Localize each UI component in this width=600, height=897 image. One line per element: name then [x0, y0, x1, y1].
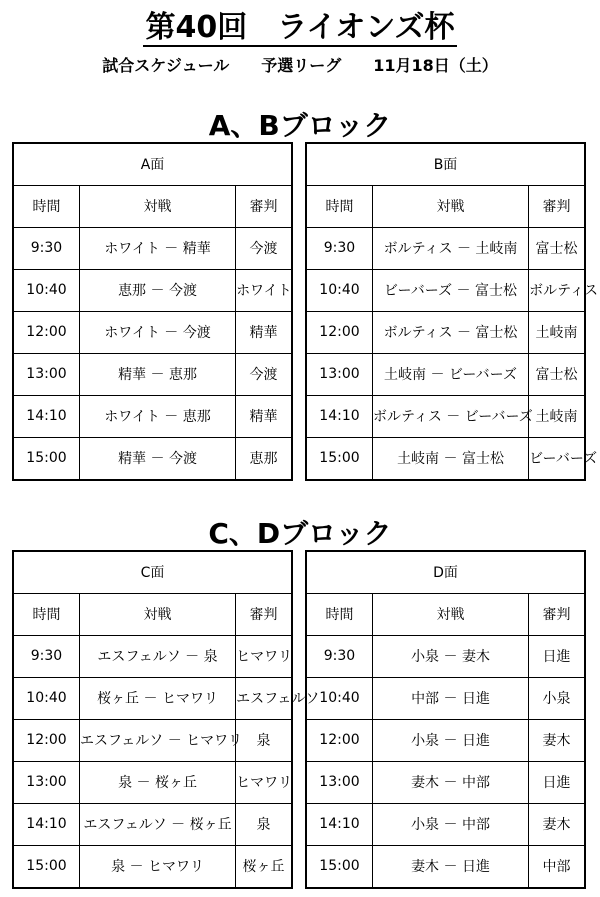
match-pairing: 泉 － 桜ヶ丘 — [79, 761, 235, 803]
table-row — [13, 311, 292, 353]
court-name: B面 — [306, 143, 585, 185]
match-pairing: 小泉 － 日進 — [372, 719, 528, 761]
match-referee: エスフェルソ — [236, 677, 292, 719]
match-pairing: ボルティス － ビーバーズ — [372, 395, 528, 437]
match-pairing: ホワイト － 今渡 — [79, 311, 235, 353]
court-table-a — [12, 142, 293, 481]
time-header: 時間 — [13, 185, 79, 227]
match-pairing: 妻木 － 日進 — [372, 845, 528, 888]
table-row — [13, 719, 292, 761]
match-referee: 富士松 — [529, 353, 585, 395]
match-pairing: ホワイト － 精華 — [79, 227, 235, 269]
match-pairing: ビーバーズ － 富士松 — [372, 269, 528, 311]
match-pairing: 小泉 － 妻木 — [372, 635, 528, 677]
match-time: 12:00 — [306, 311, 372, 353]
match-pairing: 泉 － ヒマワリ — [79, 845, 235, 888]
match-pairing: 小泉 － 中部 — [372, 803, 528, 845]
table-row — [13, 803, 292, 845]
table-row — [306, 761, 585, 803]
match-referee: 今渡 — [236, 227, 292, 269]
table-row — [13, 635, 292, 677]
match-time: 13:00 — [13, 353, 79, 395]
table-row — [306, 269, 585, 311]
match-pairing: 精華 － 今渡 — [79, 437, 235, 480]
match-referee: ビーバーズ — [529, 437, 585, 480]
block-cd-tables — [12, 550, 586, 889]
match-pairing: 精華 － 恵那 — [79, 353, 235, 395]
match-referee: 恵那 — [236, 437, 292, 480]
table-row — [13, 227, 292, 269]
table-row — [306, 437, 585, 480]
match-time: 14:10 — [13, 803, 79, 845]
match-pairing: エスフェルソ － ヒマワリ — [79, 719, 235, 761]
court-table-d — [305, 550, 586, 889]
match-time: 9:30 — [306, 635, 372, 677]
block-ab-tables — [12, 142, 598, 481]
match-referee: 中部 — [529, 845, 585, 888]
table-row — [306, 395, 585, 437]
court-table-b — [305, 142, 598, 481]
match-time: 15:00 — [306, 437, 372, 480]
match-referee: 今渡 — [236, 353, 292, 395]
table-row — [13, 845, 292, 888]
table-row — [306, 635, 585, 677]
match-time: 12:00 — [13, 311, 79, 353]
page-title — [0, 8, 600, 48]
table-row — [13, 269, 292, 311]
court-table-c — [12, 550, 320, 889]
table-row — [13, 395, 292, 437]
match-pairing: エスフェルソ － 桜ヶ丘 — [79, 803, 235, 845]
match-header: 対戦 — [79, 185, 235, 227]
match-time: 10:40 — [306, 677, 372, 719]
match-time: 9:30 — [13, 635, 79, 677]
match-referee: 土岐南 — [529, 395, 585, 437]
page-subtitle: 試合スケジュール 予選リーグ 11月18日（土） — [102, 56, 498, 75]
match-referee: 富士松 — [529, 227, 585, 269]
time-header: 時間 — [306, 185, 372, 227]
match-pairing: 土岐南 － 富士松 — [372, 437, 528, 480]
match-time: 14:10 — [306, 803, 372, 845]
match-time: 13:00 — [306, 353, 372, 395]
referee-header: 審判 — [236, 593, 292, 635]
match-time: 12:00 — [13, 719, 79, 761]
court-name: C面 — [13, 551, 292, 593]
match-time: 15:00 — [306, 845, 372, 888]
match-pairing: ボルティス － 土岐南 — [372, 227, 528, 269]
table-row — [306, 719, 585, 761]
match-pairing: ボルティス － 富士松 — [372, 311, 528, 353]
court-name: A面 — [13, 143, 292, 185]
match-header: 対戦 — [372, 185, 528, 227]
match-time: 13:00 — [306, 761, 372, 803]
match-referee: 精華 — [236, 311, 292, 353]
table-row — [13, 437, 292, 480]
match-referee: 泉 — [236, 803, 292, 845]
match-referee: ヒマワリ — [236, 761, 292, 803]
match-time: 15:00 — [13, 845, 79, 888]
match-referee: 日進 — [529, 635, 585, 677]
match-time: 12:00 — [306, 719, 372, 761]
match-referee: 妻木 — [529, 719, 585, 761]
block-title-cd: C、Dブロック — [208, 517, 392, 550]
page-title-text: 第40回 ライオンズ杯 — [145, 10, 455, 45]
match-referee: 小泉 — [529, 677, 585, 719]
match-referee: 桜ヶ丘 — [236, 845, 292, 888]
match-pairing: 妻木 － 中部 — [372, 761, 528, 803]
match-time: 14:10 — [306, 395, 372, 437]
table-row — [13, 761, 292, 803]
match-referee: 日進 — [529, 761, 585, 803]
match-referee: ホワイト — [236, 269, 292, 311]
table-row — [306, 311, 585, 353]
table-row — [13, 353, 292, 395]
match-pairing: エスフェルソ － 泉 — [79, 635, 235, 677]
match-time: 13:00 — [13, 761, 79, 803]
match-time: 9:30 — [13, 227, 79, 269]
match-pairing: ホワイト － 恵那 — [79, 395, 235, 437]
time-header: 時間 — [13, 593, 79, 635]
match-time: 9:30 — [306, 227, 372, 269]
table-row — [306, 227, 585, 269]
match-header: 対戦 — [79, 593, 235, 635]
table-row — [306, 803, 585, 845]
match-referee: ヒマワリ — [236, 635, 292, 677]
match-referee: 精華 — [236, 395, 292, 437]
match-time: 15:00 — [13, 437, 79, 480]
match-referee: ボルティス — [529, 269, 585, 311]
table-row — [13, 677, 292, 719]
match-time: 10:40 — [306, 269, 372, 311]
match-referee: 泉 — [236, 719, 292, 761]
table-row — [306, 353, 585, 395]
match-referee: 妻木 — [529, 803, 585, 845]
match-time: 10:40 — [13, 677, 79, 719]
block-title-ab: A、Bブロック — [208, 109, 392, 142]
table-row — [306, 845, 585, 888]
table-row — [306, 677, 585, 719]
match-pairing: 恵那 － 今渡 — [79, 269, 235, 311]
time-header: 時間 — [306, 593, 372, 635]
referee-header: 審判 — [236, 185, 292, 227]
match-pairing: 土岐南 － ビーバーズ — [372, 353, 528, 395]
match-pairing: 桜ヶ丘 － ヒマワリ — [79, 677, 235, 719]
match-pairing: 中部 － 日進 — [372, 677, 528, 719]
match-referee: 土岐南 — [529, 311, 585, 353]
match-time: 14:10 — [13, 395, 79, 437]
court-name: D面 — [306, 551, 585, 593]
referee-header: 審判 — [529, 593, 585, 635]
match-time: 10:40 — [13, 269, 79, 311]
match-header: 対戦 — [372, 593, 528, 635]
referee-header: 審判 — [529, 185, 585, 227]
